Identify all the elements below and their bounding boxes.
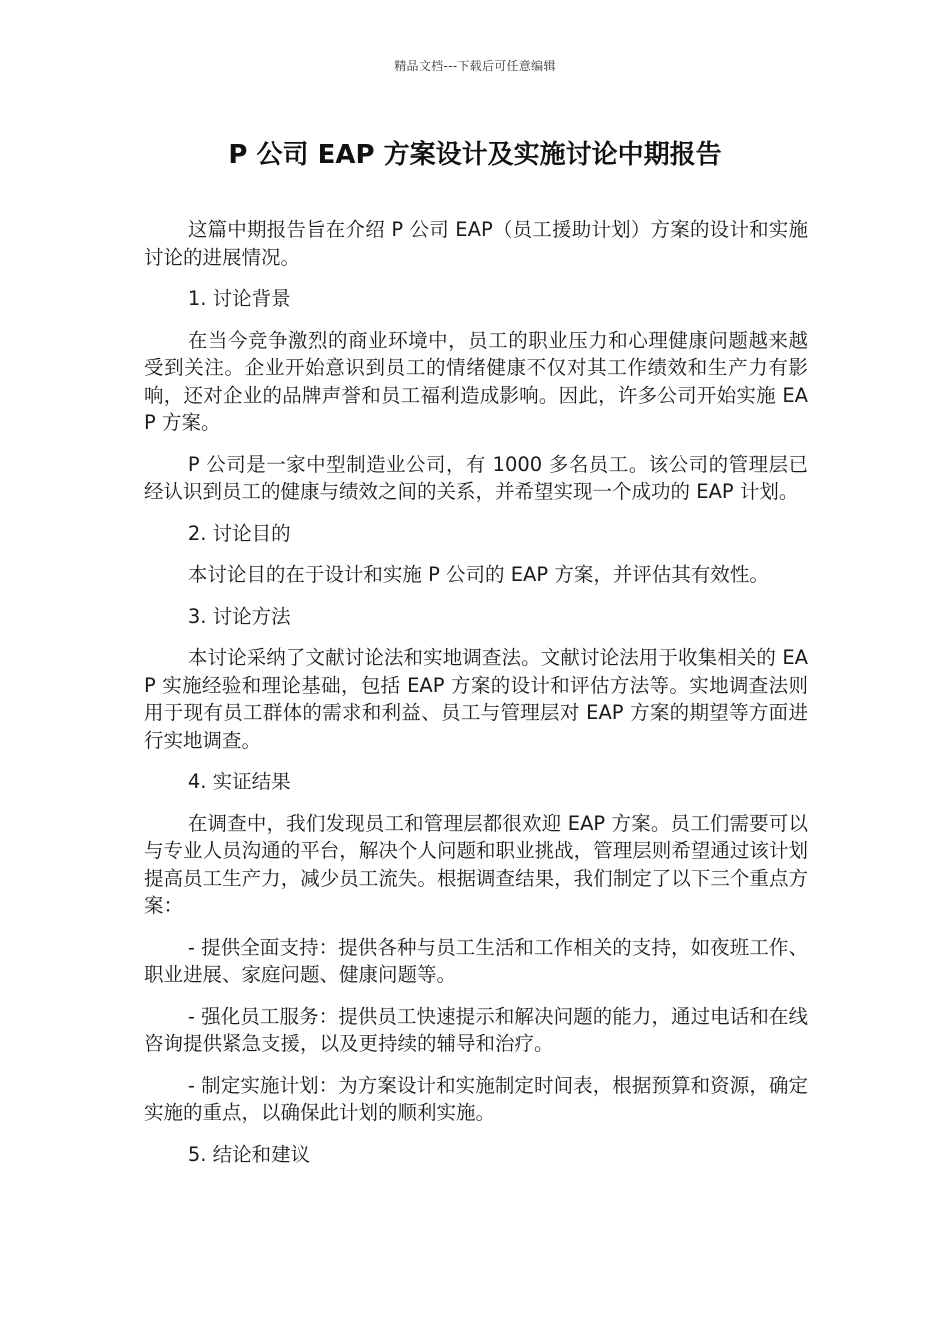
results-paragraph: 在调查中，我们发现员工和管理层都很欢迎 EAP 方案。员工们需要可以与专业人员沟通的平台，解决个人问题和职业挑战，管理层则希望通过该计划提高员工生产力，减少员工流失。根据调查结果，我们制定了以下三个重点方案： bbox=[144, 811, 808, 917]
company-paragraph: P 公司是一家中型制造业公司，有 1000 多名员工。该公司的管理层已经认识到员工的健康与绩效之间的关系，并希望实现一个成功的 EAP 计划。 bbox=[144, 452, 808, 503]
section-heading-purpose: 2. 讨论目的 bbox=[187, 521, 291, 545]
section-heading-conclusion: 5. 结论和建议 bbox=[187, 1142, 311, 1166]
section-heading-method: 3. 讨论方法 bbox=[187, 604, 291, 628]
method-paragraph: 本讨论采纳了文献讨论法和实地调查法。文献讨论法用于收集相关的 EAP 实施经验和理论基础，包括 EAP 方案的设计和评估方法等。实地调查法则用于现有员工群体的需求和利益、员工与管理层对 EAP 方案的期望等方面进行实地调查。 bbox=[144, 646, 808, 752]
section-heading-background: 1. 讨论背景 bbox=[187, 287, 291, 310]
plan-item-support: - 提供全面支持：提供各种与员工生活和工作相关的支持，如夜班工作、职业进展、家庭问题、健康问题等。 bbox=[144, 935, 808, 986]
purpose-paragraph: 本讨论目的在于设计和实施 P 公司的 EAP 方案，并评估其有效性。 bbox=[187, 563, 769, 586]
plan-item-schedule: - 制定实施计划：为方案设计和实施制定时间表，根据预算和资源，确定实施的重点，以确保此计划的顺利实施。 bbox=[144, 1073, 808, 1124]
background-paragraph: 在当今竞争激烈的商业环境中，员工的职业压力和心理健康问题越来越受到关注。企业开始意识到员工的情绪健康不仅对其工作绩效和生产力有影响，还对企业的品牌声誉和员工福利造成影响。因此，许多公司开始实施 EAP 方案。 bbox=[144, 328, 808, 434]
intro-paragraph: 这篇中期报告旨在介绍 P 公司 EAP（员工援助计划）方案的设计和实施讨论的进展情况。 bbox=[144, 218, 808, 269]
document-body bbox=[144, 216, 808, 1182]
section-heading-results: 4. 实证结果 bbox=[187, 770, 291, 793]
plan-item-service: - 强化员工服务：提供员工快速提示和解决问题的能力，通过电话和在线咨询提供紧急支援，以及更持续的辅导和治疗。 bbox=[144, 1004, 808, 1055]
document-title: P 公司 EAP 方案设计及实施讨论中期报告 bbox=[228, 140, 722, 170]
page-header-note: 精品文档---下载后可任意编辑 bbox=[394, 59, 556, 73]
